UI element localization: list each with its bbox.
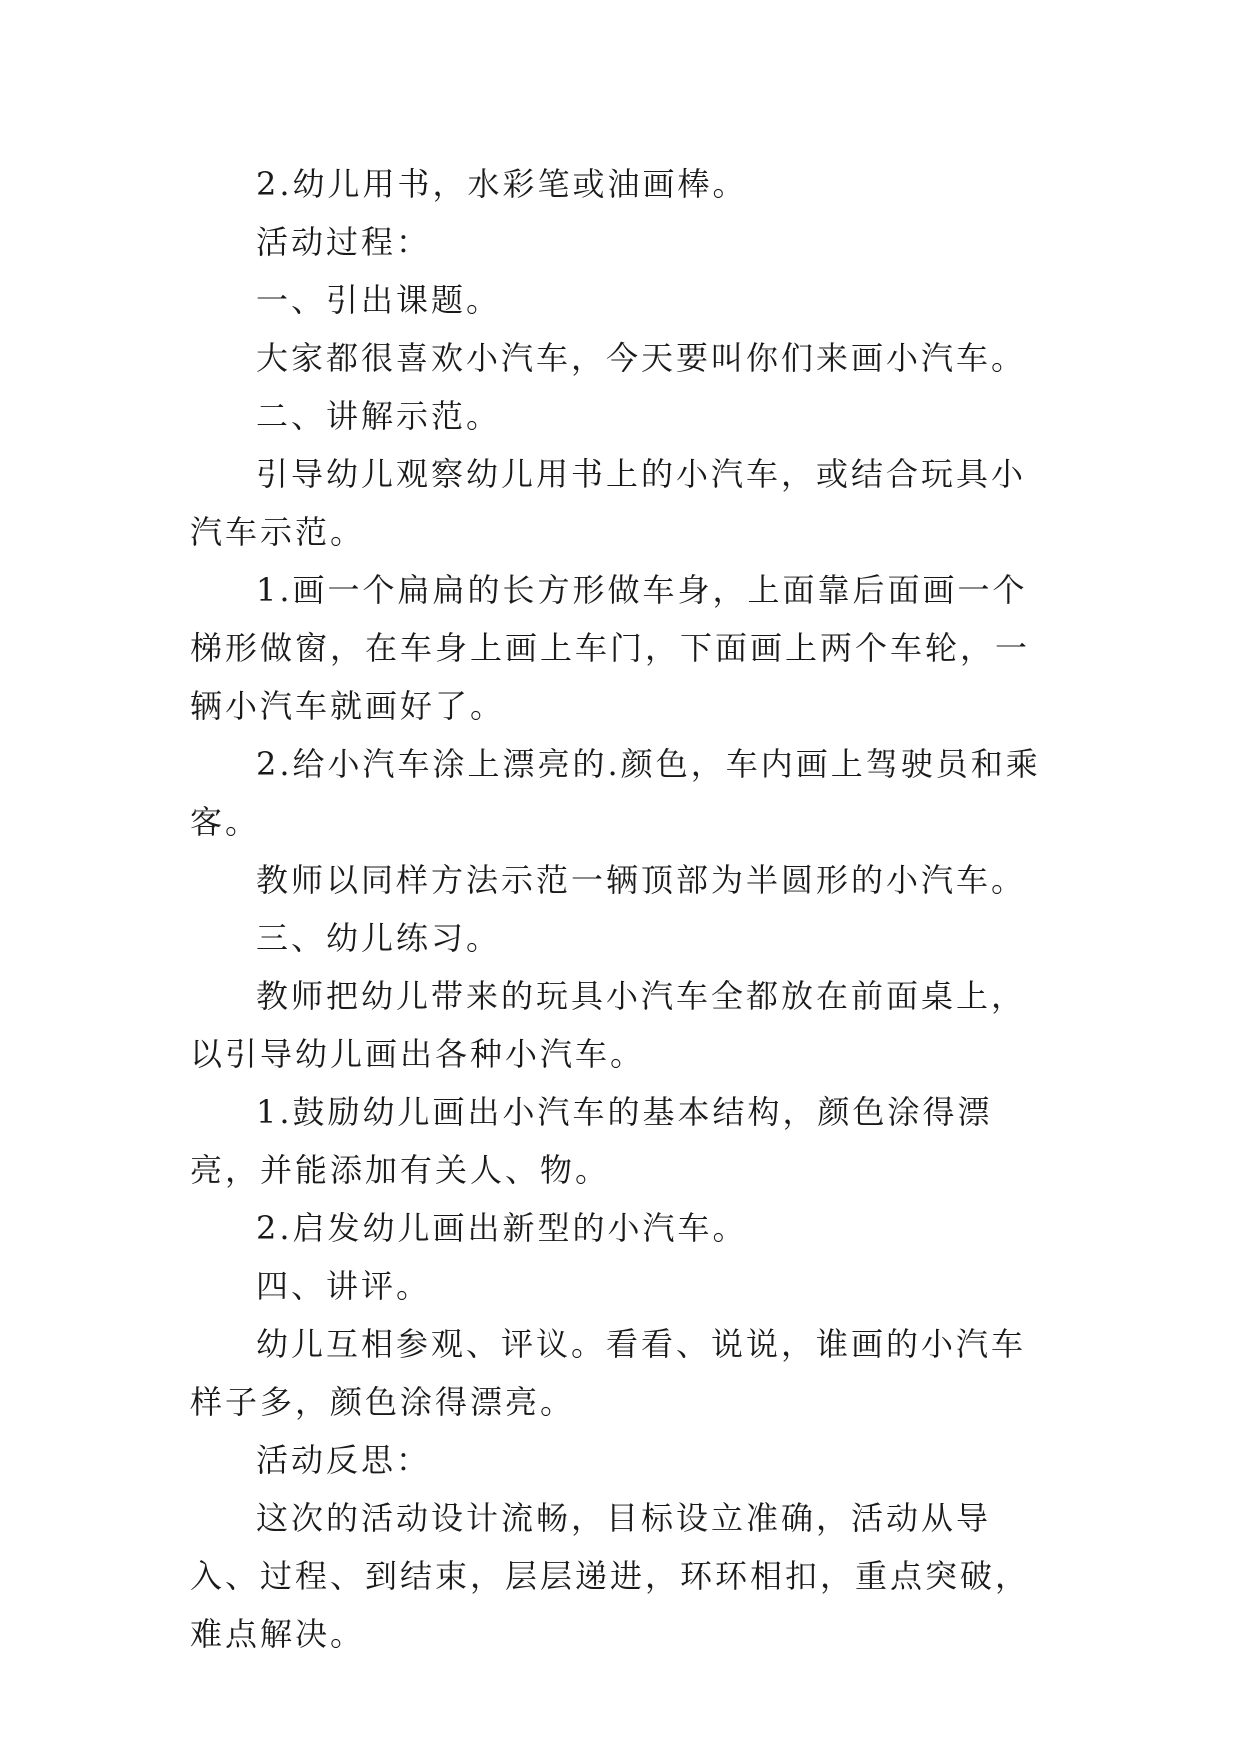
heading-activity-process: 活动过程： bbox=[256, 223, 432, 261]
heading-activity-reflection: 活动反思： bbox=[256, 1441, 432, 1479]
heading-child-practice: 三、幼儿练习。 bbox=[256, 919, 502, 957]
paragraph-reflection: 这次的活动设计流畅，目标设立准确，活动从导入、过程、到结束，层层递进，环环相扣，重点突破，难点解决。 bbox=[190, 1499, 1031, 1653]
paragraph-step-color: 2.给小汽车涂上漂亮的.颜色，车内画上驾驶员和乘客。 bbox=[190, 745, 1041, 841]
heading-introduce-topic: 一、引出课题。 bbox=[256, 281, 502, 319]
paragraph-peer-review: 幼儿互相参观、评议。看看、说说，谁画的小汽车样子多，颜色涂得漂亮。 bbox=[190, 1325, 1027, 1421]
paragraph-encourage-structure: 1.鼓励幼儿画出小汽车的基本结构，颜色涂得漂亮，并能添加有关人、物。 bbox=[190, 1093, 993, 1189]
paragraph-step-draw-body: 1.画一个扁扁的长方形做车身，上面靠后面画一个梯形做窗，在车身上画上车门，下面画上两个车轮，一辆小汽车就画好了。 bbox=[190, 571, 1031, 725]
paragraph-teacher-demo: 教师以同样方法示范一辆顶部为半圆形的小汽车。 bbox=[256, 861, 1027, 899]
heading-evaluation: 四、讲评。 bbox=[256, 1267, 432, 1305]
paragraph-materials-books: 2.幼儿用书，水彩笔或油画棒。 bbox=[256, 165, 748, 203]
paragraph-inspire-new-cars: 2.启发幼儿画出新型的小汽车。 bbox=[256, 1209, 748, 1247]
document-body bbox=[190, 155, 1050, 1663]
paragraph-guide-observation: 引导幼儿观察幼儿用书上的小汽车，或结合玩具小汽车示范。 bbox=[190, 455, 1027, 551]
paragraph-toy-cars: 教师把幼儿带来的玩具小汽车全都放在前面桌上，以引导幼儿画出各种小汽车。 bbox=[190, 977, 1027, 1073]
heading-explain-demonstrate: 二、讲解示范。 bbox=[256, 397, 502, 435]
paragraph-introduction: 大家都很喜欢小汽车，今天要叫你们来画小汽车。 bbox=[256, 339, 1027, 377]
